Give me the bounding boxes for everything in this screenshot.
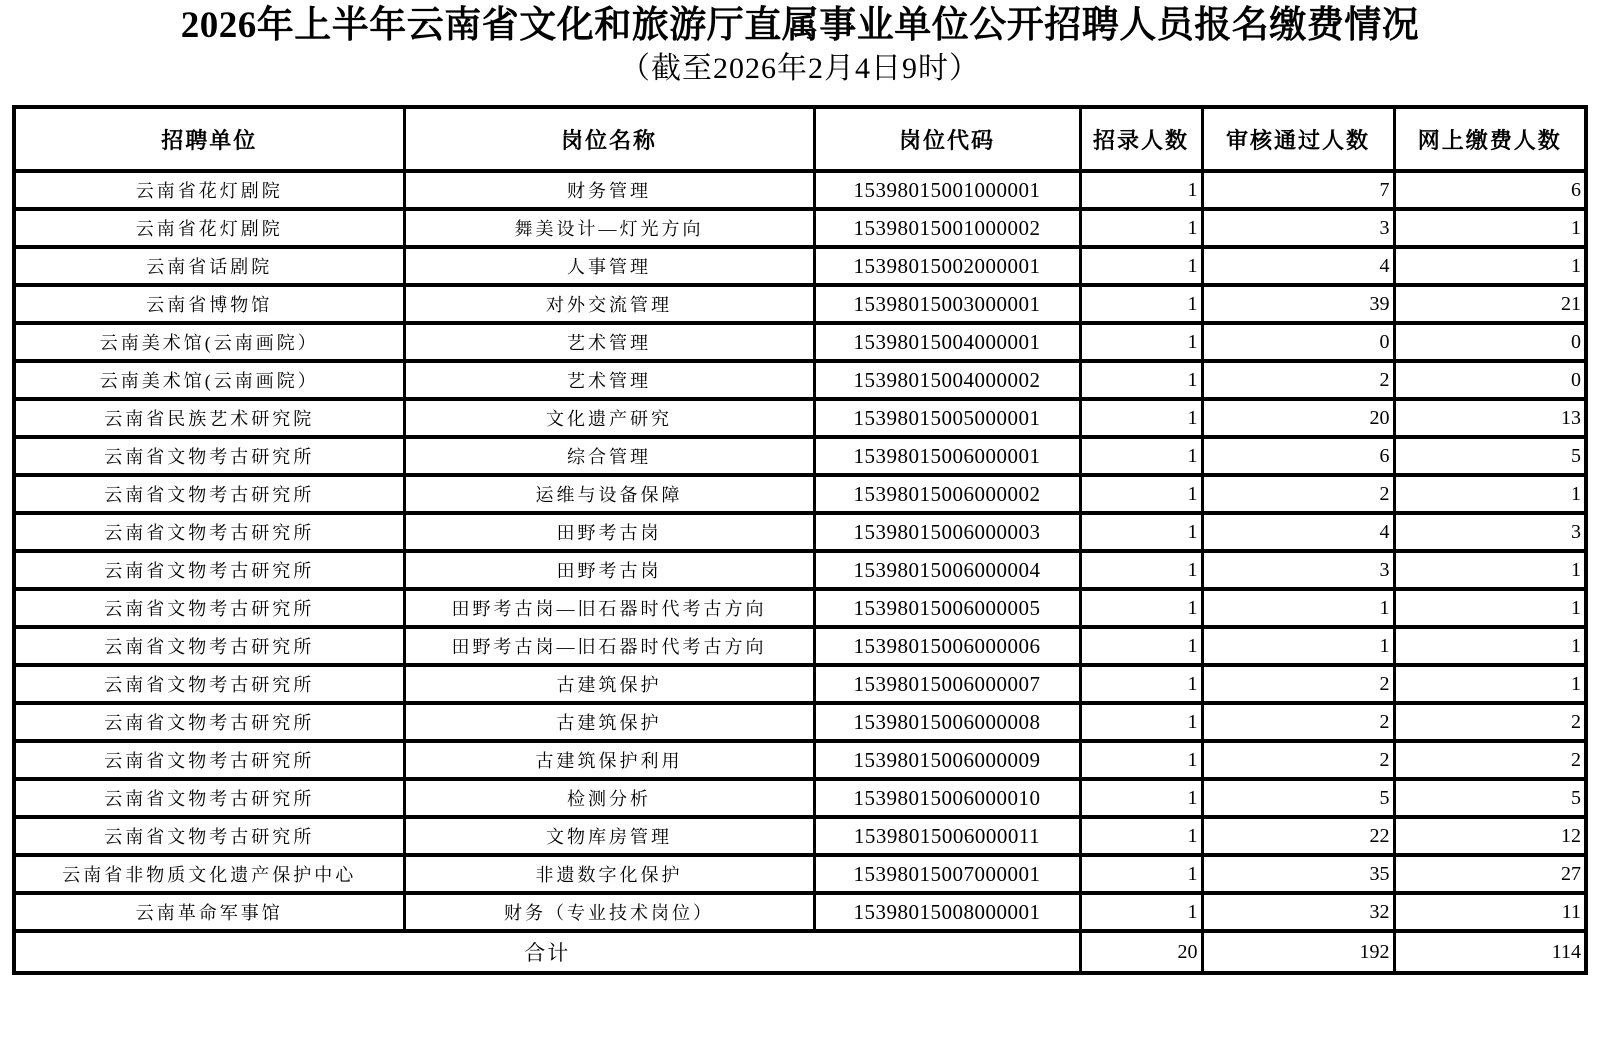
code-cell: 15398015004000001: [814, 323, 1080, 361]
table-row: [14, 589, 1586, 627]
code-cell: 15398015006000002: [814, 475, 1080, 513]
recruit-count-cell: 1: [1080, 741, 1202, 779]
paid-count-cell: 2: [1394, 703, 1586, 741]
recruit-count-cell: 1: [1080, 627, 1202, 665]
position-cell: 古建筑保护: [404, 665, 814, 703]
unit-cell: 云南省文物考古研究所: [14, 817, 404, 855]
paid-count-cell: 6: [1394, 171, 1586, 209]
paid-count-cell: 1: [1394, 551, 1586, 589]
recruit-count-cell: 1: [1080, 551, 1202, 589]
position-cell: 田野考古岗—旧石器时代考古方向: [404, 627, 814, 665]
paid-count-cell: 2: [1394, 741, 1586, 779]
paid-count-cell: 1: [1394, 665, 1586, 703]
title-block: [0, 0, 1600, 88]
recruit-count-cell: 1: [1080, 513, 1202, 551]
position-cell: 艺术管理: [404, 361, 814, 399]
paid-count-cell: 11: [1394, 893, 1586, 931]
total-label: 合计: [14, 931, 1080, 973]
paid-count-cell: 0: [1394, 361, 1586, 399]
recruit-count-cell: 1: [1080, 323, 1202, 361]
approved-count-cell: 3: [1202, 551, 1394, 589]
approved-count-cell: 0: [1202, 323, 1394, 361]
position-cell: 非遗数字化保护: [404, 855, 814, 893]
unit-cell: 云南省文物考古研究所: [14, 513, 404, 551]
approved-count-cell: 5: [1202, 779, 1394, 817]
paid-count-cell: 1: [1394, 589, 1586, 627]
table-row: [14, 285, 1586, 323]
header-row: [14, 107, 1586, 171]
code-cell: 15398015004000002: [814, 361, 1080, 399]
paid-count-cell: 27: [1394, 855, 1586, 893]
code-cell: 15398015001000001: [814, 171, 1080, 209]
unit-cell: 云南省非物质文化遗产保护中心: [14, 855, 404, 893]
table-body: [14, 171, 1586, 931]
table-row: [14, 399, 1586, 437]
table-row: [14, 437, 1586, 475]
recruit-count-cell: 1: [1080, 893, 1202, 931]
unit-cell: 云南省话剧院: [14, 247, 404, 285]
recruit-count-cell: 1: [1080, 779, 1202, 817]
table-row: [14, 171, 1586, 209]
recruit-count-cell: 1: [1080, 209, 1202, 247]
total-approved-count: 192: [1202, 931, 1394, 973]
position-cell: 文物库房管理: [404, 817, 814, 855]
approved-count-cell: 4: [1202, 513, 1394, 551]
code-cell: 15398015002000001: [814, 247, 1080, 285]
unit-cell: 云南省文物考古研究所: [14, 703, 404, 741]
table-row: [14, 855, 1586, 893]
position-cell: 检测分析: [404, 779, 814, 817]
position-cell: 古建筑保护: [404, 703, 814, 741]
paid-count-cell: 1: [1394, 475, 1586, 513]
recruit-count-cell: 1: [1080, 247, 1202, 285]
col-header-unit: 招聘单位: [14, 107, 404, 171]
paid-count-cell: 1: [1394, 209, 1586, 247]
paid-count-cell: 13: [1394, 399, 1586, 437]
page-title: 2026年上半年云南省文化和旅游厅直属事业单位公开招聘人员报名缴费情况: [180, 5, 1420, 46]
approved-count-cell: 2: [1202, 475, 1394, 513]
table-row: [14, 893, 1586, 931]
approved-count-cell: 3: [1202, 209, 1394, 247]
unit-cell: 云南省民族艺术研究院: [14, 399, 404, 437]
position-cell: 舞美设计—灯光方向: [404, 209, 814, 247]
total-paid-count: 114: [1394, 931, 1586, 973]
approved-count-cell: 39: [1202, 285, 1394, 323]
position-cell: 财务（专业技术岗位）: [404, 893, 814, 931]
table-row: [14, 209, 1586, 247]
recruit-count-cell: 1: [1080, 855, 1202, 893]
recruit-count-cell: 1: [1080, 361, 1202, 399]
table-row: [14, 361, 1586, 399]
code-cell: 15398015006000008: [814, 703, 1080, 741]
position-cell: 田野考古岗—旧石器时代考古方向: [404, 589, 814, 627]
recruit-count-cell: 1: [1080, 285, 1202, 323]
paid-count-cell: 21: [1394, 285, 1586, 323]
col-header-recruit-count: 招录人数: [1080, 107, 1202, 171]
recruitment-table: [12, 105, 1588, 975]
unit-cell: 云南省文物考古研究所: [14, 475, 404, 513]
code-cell: 15398015006000011: [814, 817, 1080, 855]
paid-count-cell: 5: [1394, 437, 1586, 475]
recruit-count-cell: 1: [1080, 665, 1202, 703]
unit-cell: 云南省文物考古研究所: [14, 589, 404, 627]
code-cell: 15398015005000001: [814, 399, 1080, 437]
recruit-count-cell: 1: [1080, 399, 1202, 437]
code-cell: 15398015006000005: [814, 589, 1080, 627]
code-cell: 15398015003000001: [814, 285, 1080, 323]
unit-cell: 云南省文物考古研究所: [14, 437, 404, 475]
position-cell: 运维与设备保障: [404, 475, 814, 513]
code-cell: 15398015006000006: [814, 627, 1080, 665]
approved-count-cell: 6: [1202, 437, 1394, 475]
code-cell: 15398015006000001: [814, 437, 1080, 475]
recruit-count-cell: 1: [1080, 171, 1202, 209]
unit-cell: 云南省博物馆: [14, 285, 404, 323]
approved-count-cell: 32: [1202, 893, 1394, 931]
code-cell: 15398015006000004: [814, 551, 1080, 589]
position-cell: 综合管理: [404, 437, 814, 475]
recruit-count-cell: 1: [1080, 437, 1202, 475]
paid-count-cell: 1: [1394, 627, 1586, 665]
table-row: [14, 627, 1586, 665]
approved-count-cell: 2: [1202, 665, 1394, 703]
unit-cell: 云南省文物考古研究所: [14, 551, 404, 589]
unit-cell: 云南省花灯剧院: [14, 171, 404, 209]
table-row: [14, 475, 1586, 513]
code-cell: 15398015006000007: [814, 665, 1080, 703]
approved-count-cell: 35: [1202, 855, 1394, 893]
approved-count-cell: 2: [1202, 361, 1394, 399]
recruit-count-cell: 1: [1080, 475, 1202, 513]
code-cell: 15398015006000009: [814, 741, 1080, 779]
approved-count-cell: 22: [1202, 817, 1394, 855]
approved-count-cell: 20: [1202, 399, 1394, 437]
approved-count-cell: 2: [1202, 741, 1394, 779]
unit-cell: 云南省花灯剧院: [14, 209, 404, 247]
col-header-position: 岗位名称: [404, 107, 814, 171]
unit-cell: 云南省文物考古研究所: [14, 665, 404, 703]
position-cell: 古建筑保护利用: [404, 741, 814, 779]
table-row: [14, 779, 1586, 817]
position-cell: 田野考古岗: [404, 551, 814, 589]
col-header-approved-count: 审核通过人数: [1202, 107, 1394, 171]
unit-cell: 云南美术馆(云南画院）: [14, 361, 404, 399]
unit-cell: 云南省文物考古研究所: [14, 627, 404, 665]
table-row: [14, 665, 1586, 703]
unit-cell: 云南美术馆(云南画院）: [14, 323, 404, 361]
position-cell: 财务管理: [404, 171, 814, 209]
position-cell: 对外交流管理: [404, 285, 814, 323]
page-subtitle: （截至2026年2月4日9时）: [620, 52, 980, 86]
table-row: [14, 703, 1586, 741]
approved-count-cell: 4: [1202, 247, 1394, 285]
table-row: [14, 513, 1586, 551]
position-cell: 人事管理: [404, 247, 814, 285]
approved-count-cell: 2: [1202, 703, 1394, 741]
code-cell: 15398015006000003: [814, 513, 1080, 551]
col-header-paid-count: 网上缴费人数: [1394, 107, 1586, 171]
total-row: [14, 931, 1586, 973]
paid-count-cell: 1: [1394, 247, 1586, 285]
unit-cell: 云南省文物考古研究所: [14, 741, 404, 779]
unit-cell: 云南革命军事馆: [14, 893, 404, 931]
recruit-count-cell: 1: [1080, 589, 1202, 627]
code-cell: 15398015006000010: [814, 779, 1080, 817]
table-row: [14, 247, 1586, 285]
recruit-count-cell: 1: [1080, 817, 1202, 855]
code-cell: 15398015001000002: [814, 209, 1080, 247]
paid-count-cell: 5: [1394, 779, 1586, 817]
approved-count-cell: 1: [1202, 589, 1394, 627]
table-row: [14, 551, 1586, 589]
approved-count-cell: 1: [1202, 627, 1394, 665]
unit-cell: 云南省文物考古研究所: [14, 779, 404, 817]
paid-count-cell: 12: [1394, 817, 1586, 855]
table-row: [14, 323, 1586, 361]
recruit-count-cell: 1: [1080, 703, 1202, 741]
col-header-code: 岗位代码: [814, 107, 1080, 171]
position-cell: 文化遗产研究: [404, 399, 814, 437]
total-recruit-count: 20: [1080, 931, 1202, 973]
position-cell: 田野考古岗: [404, 513, 814, 551]
paid-count-cell: 0: [1394, 323, 1586, 361]
code-cell: 15398015007000001: [814, 855, 1080, 893]
table-row: [14, 817, 1586, 855]
position-cell: 艺术管理: [404, 323, 814, 361]
paid-count-cell: 3: [1394, 513, 1586, 551]
approved-count-cell: 7: [1202, 171, 1394, 209]
code-cell: 15398015008000001: [814, 893, 1080, 931]
table-row: [14, 741, 1586, 779]
